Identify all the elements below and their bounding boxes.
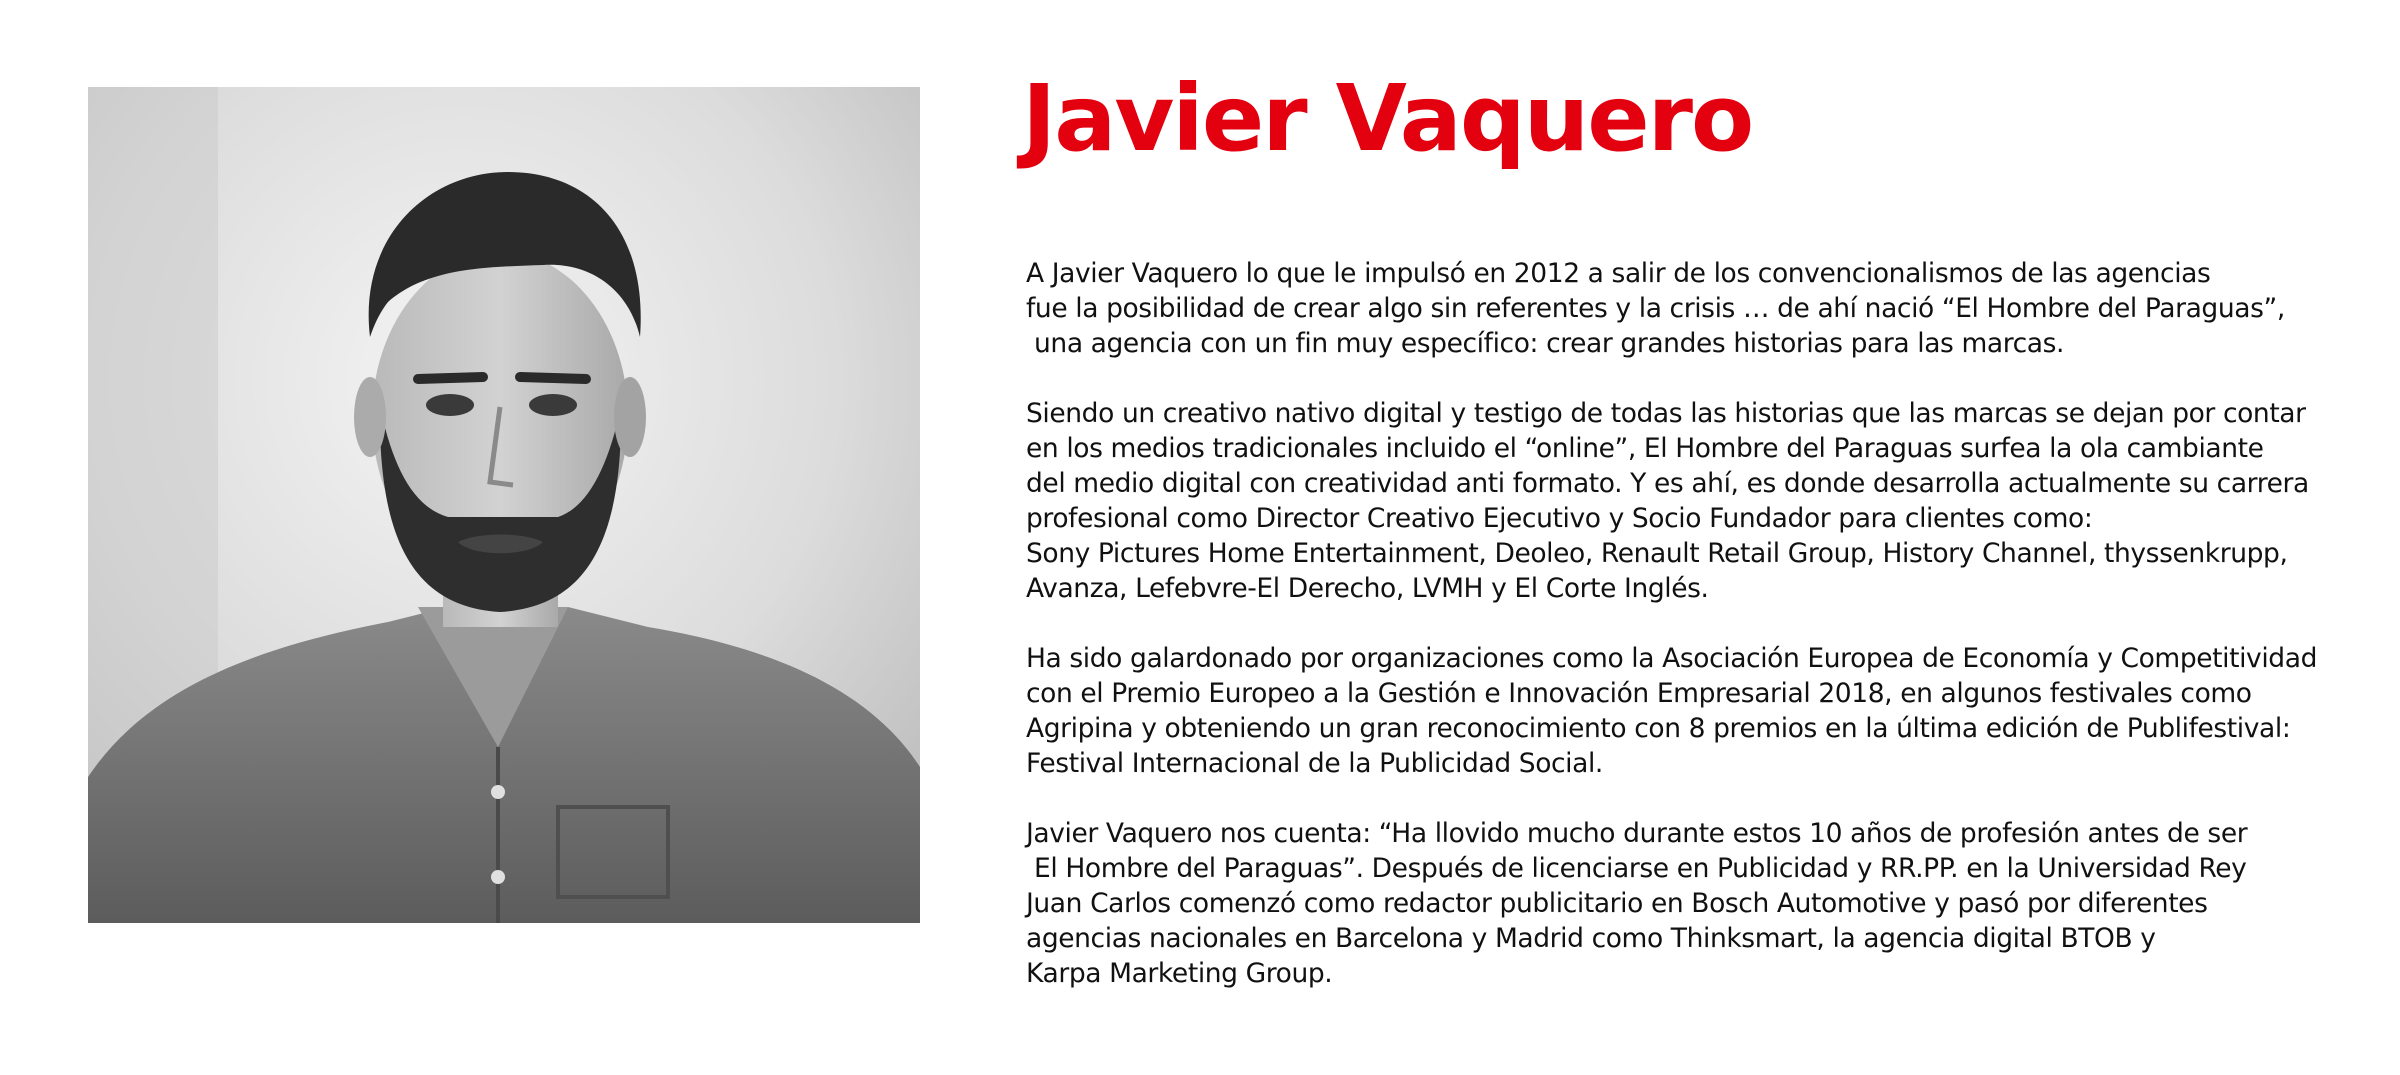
bio-line: Avanza, Lefebvre-El Derecho, LVMH y El Corte Inglés.: [1026, 573, 1709, 604]
bio-line: Javier Vaquero nos cuenta: “Ha llovido mucho durante estos 10 años de profesión antes de ser: [1026, 818, 2248, 849]
portrait-illustration: [88, 87, 920, 923]
bio-line: El Hombre del Paraguas”. Después de licenciarse en Publicidad y RR.PP. en la Universidad Rey: [1026, 853, 2247, 884]
bio-line: con el Premio Europeo a la Gestión e Innovación Empresarial 2018, en algunos festivales como: [1026, 678, 2252, 709]
bio-line: Karpa Marketing Group.: [1026, 958, 1333, 989]
bio-line: Siendo un creativo nativo digital y testigo de todas las historias que las marcas se dejan por contar: [1026, 398, 2306, 429]
bio-line: Sony Pictures Home Entertainment, Deoleo, Renault Retail Group, History Channel, thyssenkrupp,: [1026, 538, 2288, 569]
bio-line: una agencia con un fin muy específico: crear grandes historias para las marcas.: [1026, 328, 2065, 359]
portrait-photo: [88, 87, 920, 923]
bio-line: Agripina y obteniendo un gran reconocimiento con 8 premios en la última edición de Publifestival:: [1026, 713, 2291, 744]
bio-line: Ha sido galardonado por organizaciones como la Asociación Europea de Economía y Competitividad: [1026, 643, 2317, 674]
person-name: Javier Vaquero: [1022, 65, 1753, 172]
bio-line: Festival Internacional de la Publicidad Social.: [1026, 748, 1603, 779]
bio-paragraph-4: [1026, 816, 2366, 991]
biography: [1026, 256, 2366, 1026]
bio-line: en los medios tradicionales incluido el “online”, El Hombre del Paraguas surfea la ola cambiante: [1026, 433, 2264, 464]
bio-paragraph-3: [1026, 641, 2366, 781]
bio-paragraph-2: [1026, 396, 2366, 606]
bio-line: Juan Carlos comenzó como redactor publicitario en Bosch Automotive y pasó por diferentes: [1026, 888, 2208, 919]
bio-line: fue la posibilidad de crear algo sin referentes y la crisis … de ahí nació “El Hombre del Paraguas”,: [1026, 293, 2285, 324]
bio-line: profesional como Director Creativo Ejecutivo y Socio Fundador para clientes como:: [1026, 503, 2093, 534]
bio-line: A Javier Vaquero lo que le impulsó en 2012 a salir de los convencionalismos de las agencias: [1026, 258, 2211, 289]
bio-line: agencias nacionales en Barcelona y Madrid como Thinksmart, la agencia digital BTOB y: [1026, 923, 2156, 954]
bio-line: del medio digital con creatividad anti formato. Y es ahí, es donde desarrolla actualmente su carrera: [1026, 468, 2309, 499]
bio-paragraph-1: [1026, 256, 2366, 361]
